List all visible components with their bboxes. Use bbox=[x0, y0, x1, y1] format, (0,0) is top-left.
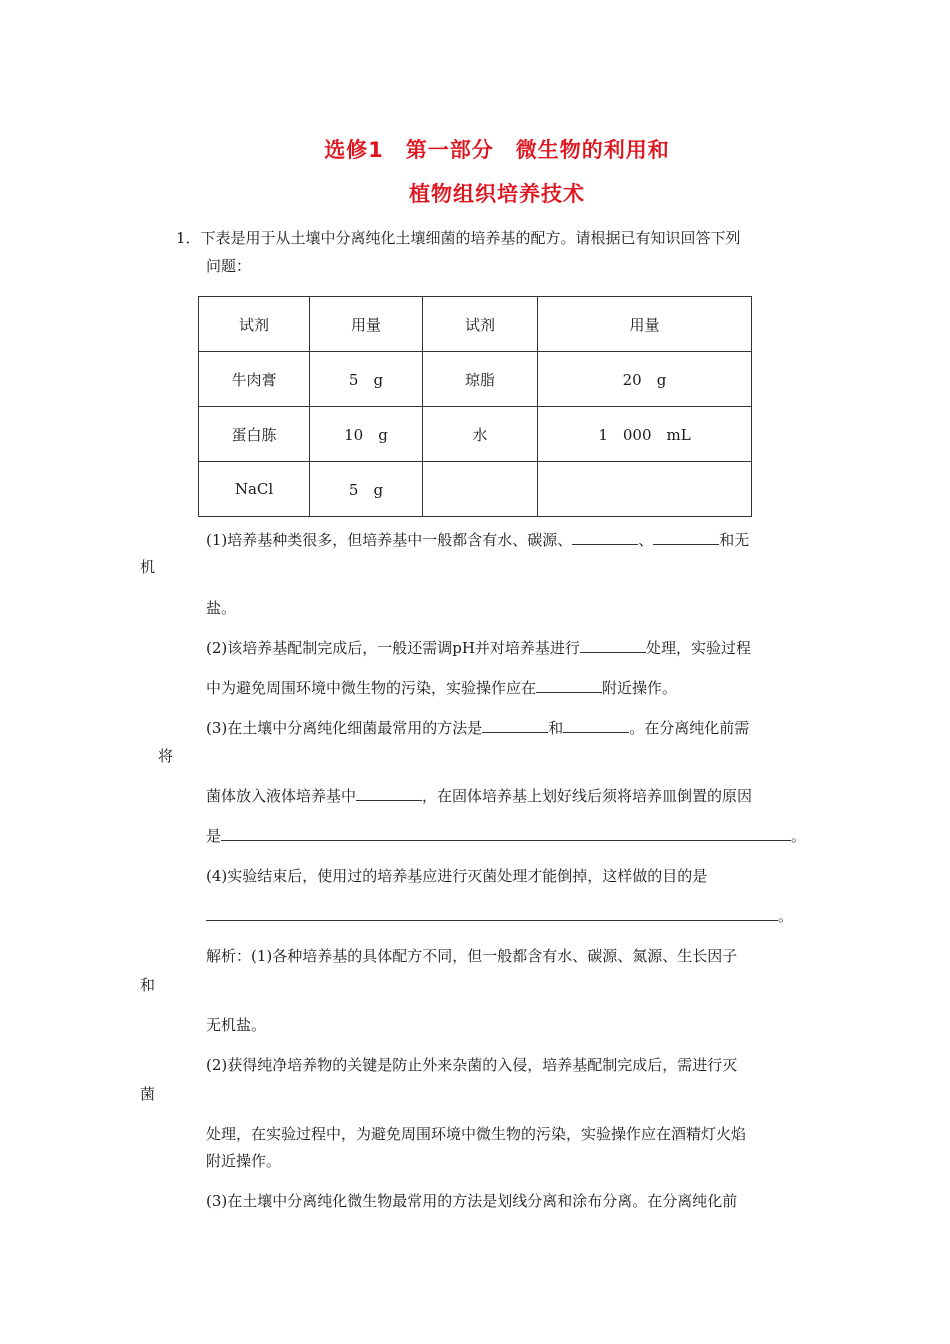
table-cell bbox=[423, 462, 538, 517]
subquestion-3 bbox=[206, 718, 749, 738]
table-header: 试剂 bbox=[199, 297, 310, 352]
answer-blank[interactable] bbox=[653, 530, 719, 545]
table-header-row bbox=[199, 297, 752, 352]
question-intro-cont: 问题： bbox=[206, 257, 252, 275]
answer-blank[interactable] bbox=[482, 718, 548, 733]
text: 处理，实验过程 bbox=[645, 639, 751, 657]
answer-blank[interactable] bbox=[221, 826, 791, 841]
text: ，在固体培养基上划好线后须将培养皿倒置的原因 bbox=[422, 787, 753, 805]
table-row bbox=[199, 462, 752, 517]
analysis-line: 解析：(1)各种培养基的具体配方不同，但一般都含有水、碳源、氮源、生长因子 bbox=[206, 947, 738, 965]
text: 、 bbox=[638, 531, 654, 549]
wrap-char: 将 bbox=[158, 747, 174, 765]
text: 。 bbox=[778, 907, 794, 925]
table-cell: 1 000 mL bbox=[538, 407, 752, 462]
subquestion-4: (4)实验结束后，使用过的培养基应进行灭菌处理才能倒掉，这样做的目的是 bbox=[206, 867, 708, 885]
page-title-line2: 植物组织培养技术 bbox=[409, 182, 585, 206]
page-title: 选修1 第一部分 微生物的利用和 bbox=[324, 138, 670, 162]
table-row bbox=[199, 407, 752, 462]
table-header: 用量 bbox=[310, 297, 423, 352]
answer-blank[interactable] bbox=[572, 530, 638, 545]
analysis-line: 无机盐。 bbox=[206, 1016, 267, 1034]
table-cell: 5 g bbox=[310, 352, 423, 407]
table-cell: 水 bbox=[423, 407, 538, 462]
table-cell: 5 g bbox=[310, 462, 423, 517]
subquestion-1 bbox=[206, 530, 749, 550]
analysis-line: (2)获得纯净培养物的关键是防止外来杂菌的入侵，培养基配制完成后，需进行灭 bbox=[206, 1056, 738, 1074]
answer-blank[interactable] bbox=[536, 678, 602, 693]
table-cell: 蛋白胨 bbox=[199, 407, 310, 462]
table-cell bbox=[538, 462, 752, 517]
table-header: 试剂 bbox=[423, 297, 538, 352]
text: 和无 bbox=[719, 531, 750, 549]
subquestion-3-cont bbox=[206, 786, 752, 806]
wrap-char: 机 bbox=[140, 558, 156, 576]
text: 菌体放入液体培养基中 bbox=[206, 787, 357, 805]
table-cell: 20 g bbox=[538, 352, 752, 407]
table-header: 用量 bbox=[538, 297, 752, 352]
table-cell: 琼脂 bbox=[423, 352, 538, 407]
table-cell: 牛肉膏 bbox=[199, 352, 310, 407]
recipe-table bbox=[198, 296, 752, 517]
text: 和 bbox=[548, 719, 564, 737]
subquestion-1-cont: 盐。 bbox=[206, 599, 237, 617]
question-intro: 1．下表是用于从土壤中分离纯化土壤细菌的培养基的配方。请根据已有知识回答下列 bbox=[176, 229, 741, 247]
text: 附近操作。 bbox=[602, 679, 678, 697]
answer-blank[interactable] bbox=[580, 638, 646, 653]
text: (2)该培养基配制完成后，一般还需调pH并对培养基进行 bbox=[206, 639, 580, 657]
text: 是 bbox=[206, 827, 222, 845]
text: 。在分离纯化前需 bbox=[629, 719, 750, 737]
subquestion-2 bbox=[206, 638, 751, 658]
table-row bbox=[199, 352, 752, 407]
answer-blank[interactable] bbox=[563, 718, 629, 733]
subquestion-3-end bbox=[206, 826, 806, 846]
text: 中为避免周围环境中微生物的污染，实验操作应在 bbox=[206, 679, 537, 697]
wrap-char: 和 bbox=[140, 976, 156, 994]
subquestion-2-cont bbox=[206, 678, 677, 698]
wrap-char: 菌 bbox=[140, 1085, 156, 1103]
subquestion-4-answer bbox=[206, 906, 793, 926]
analysis-line: 附近操作。 bbox=[206, 1152, 282, 1170]
analysis-line: 处理，在实验过程中，为避免周围环境中微生物的污染，实验操作应在酒精灯火焰 bbox=[206, 1125, 747, 1143]
text: 。 bbox=[791, 827, 807, 845]
text: (3)在土壤中分离纯化细菌最常用的方法是 bbox=[206, 719, 483, 737]
analysis-line: (3)在土壤中分离纯化微生物最常用的方法是划线分离和涂布分离。在分离纯化前 bbox=[206, 1192, 738, 1210]
table-cell: 10 g bbox=[310, 407, 423, 462]
answer-blank[interactable] bbox=[356, 786, 422, 801]
text: (1)培养基种类很多，但培养基中一般都含有水、碳源、 bbox=[206, 531, 573, 549]
table-cell: NaCl bbox=[199, 462, 310, 517]
answer-blank[interactable] bbox=[206, 906, 778, 921]
